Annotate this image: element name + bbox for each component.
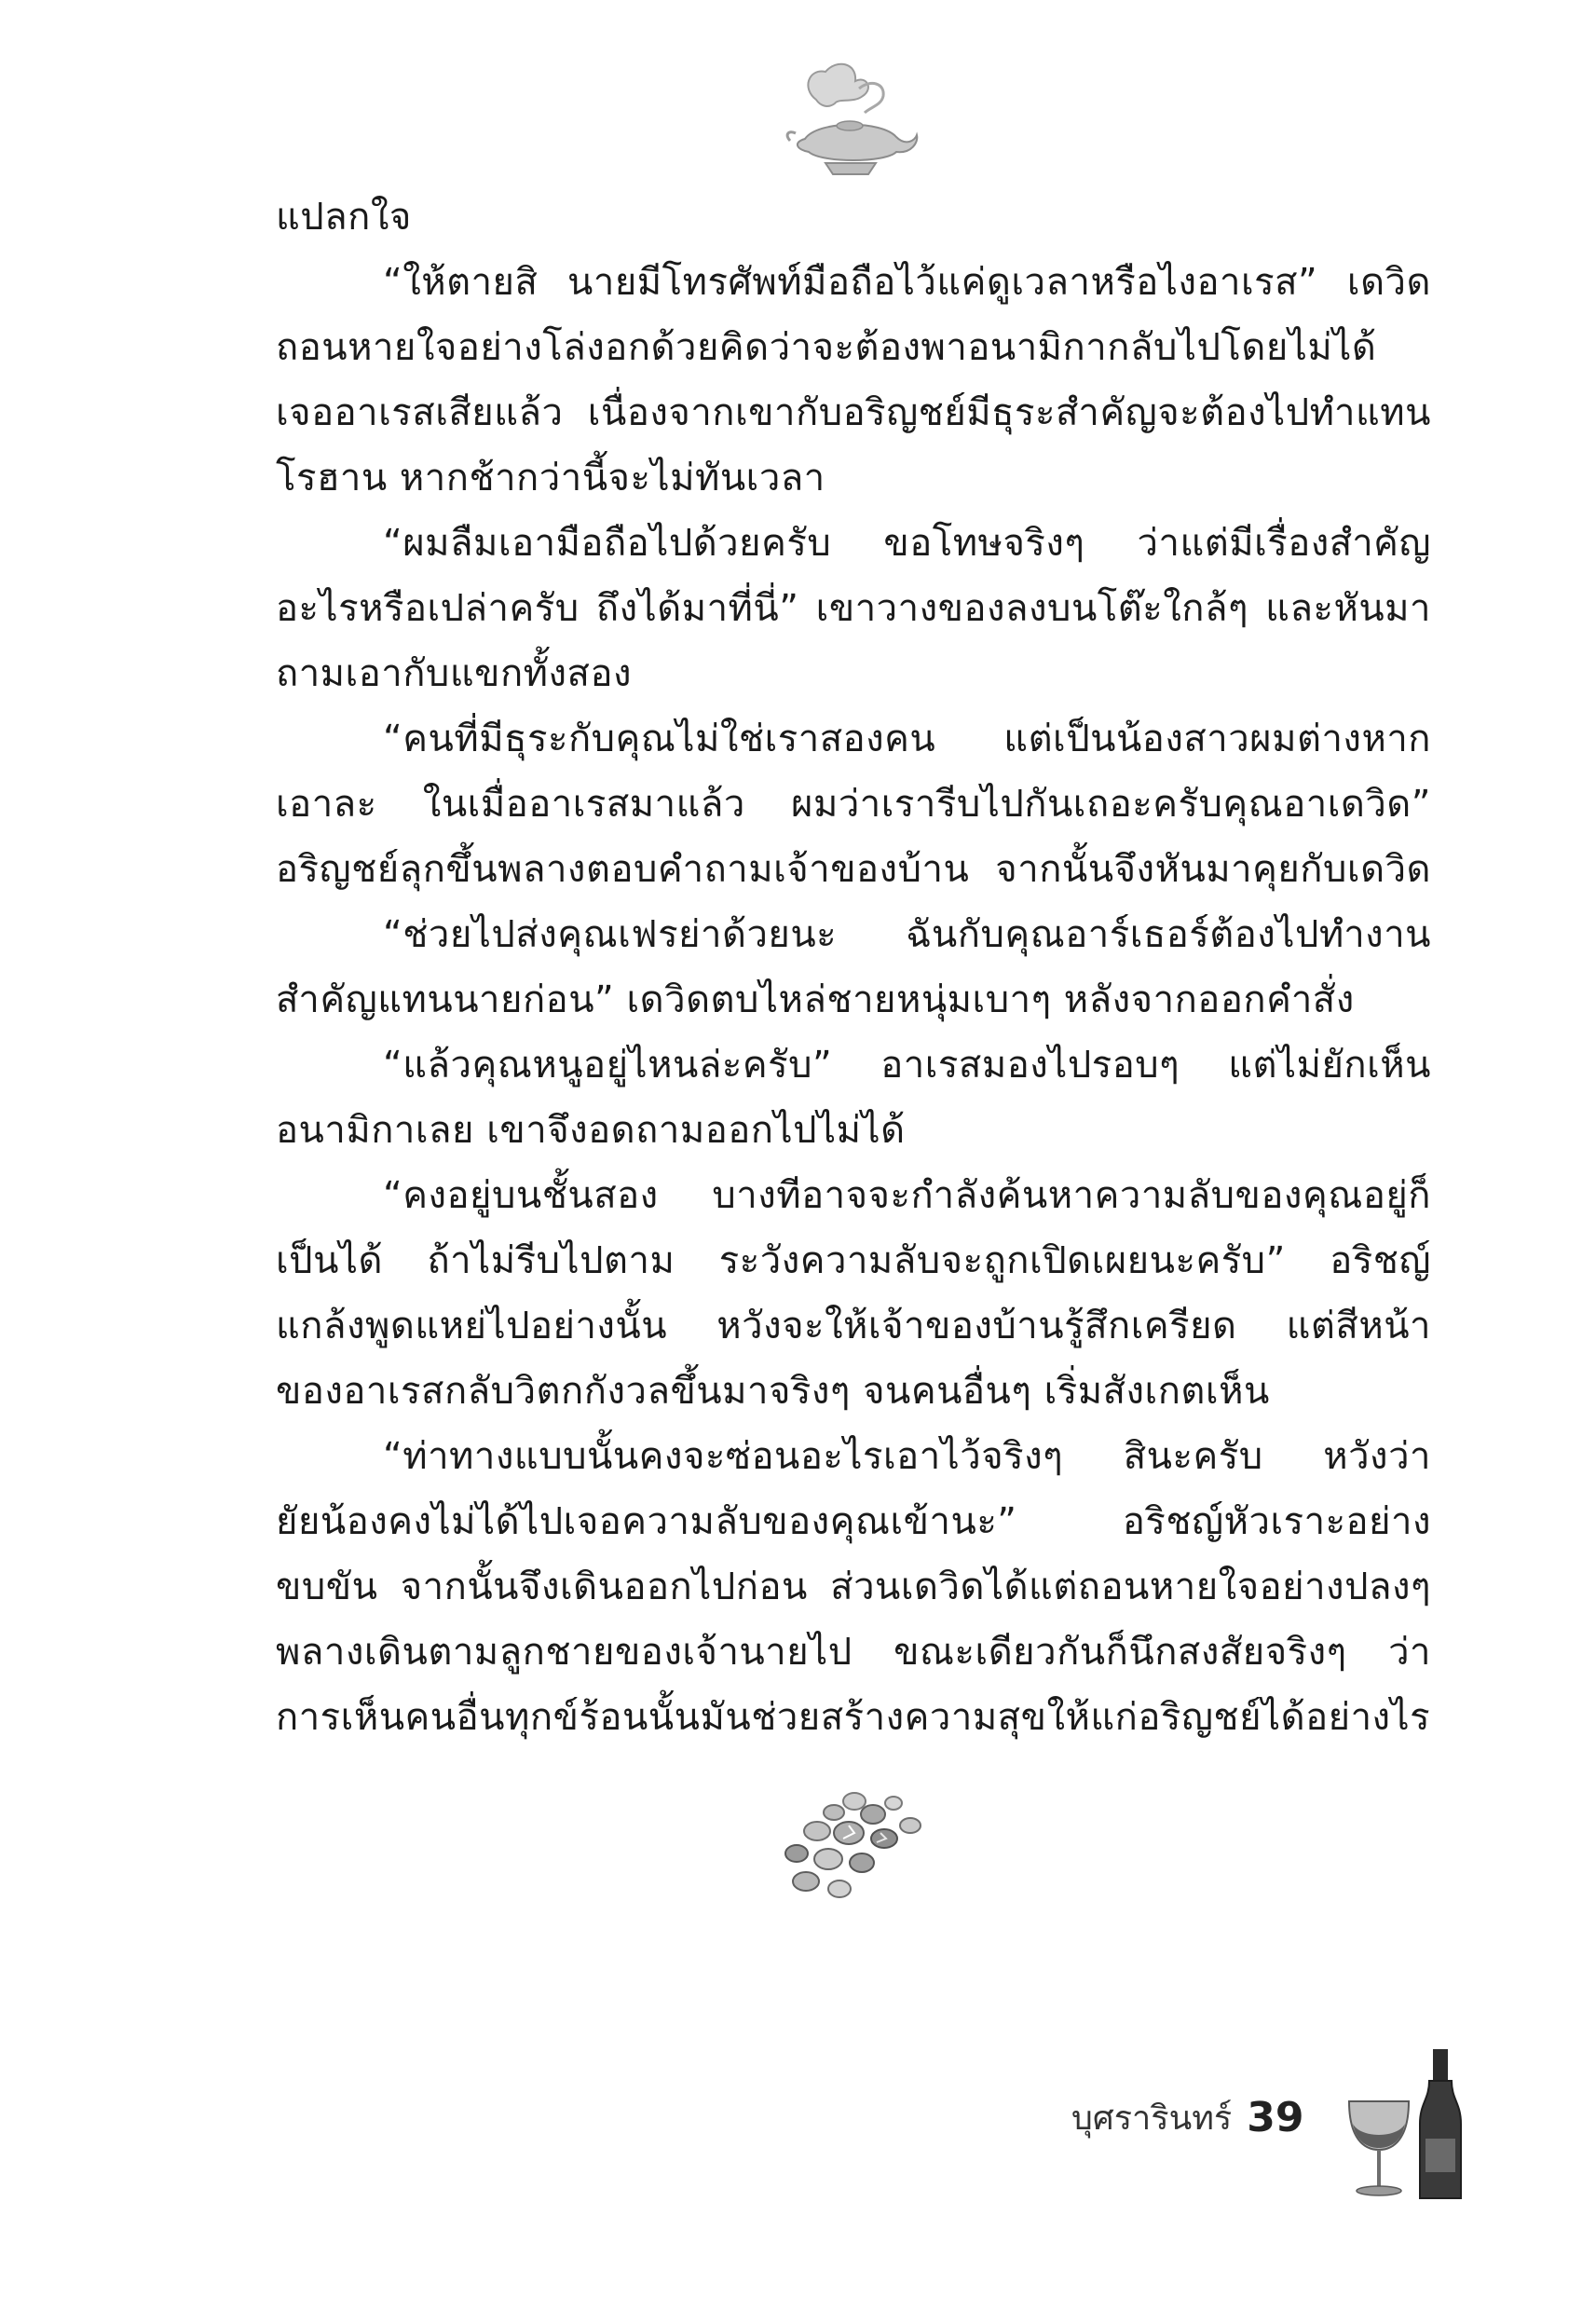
text-line: แกล้งพูดแหย่ไปอย่างนั้น หวังจะให้เจ้าของบ้านรู้สึกเครียด แต่สีหน้า: [276, 1305, 1431, 1347]
author-name: บุศรารินทร์: [1071, 2099, 1233, 2138]
wine-glass-bottle-icon: [1342, 2045, 1481, 2204]
gemstones-icon: [769, 1785, 936, 1906]
genie-lamp-icon: [781, 51, 921, 182]
text-line: “ผมลืมเอามือถือไปด้วยครับ ขอโทษจริงๆ ว่าแต่มีเรื่องสำคัญ: [383, 522, 1431, 565]
text-line: “ช่วยไปส่งคุณเฟรย่าด้วยนะ ฉันกับคุณอาร์เธอร์ต้องไปทำงาน: [383, 913, 1431, 956]
text-line: ของอาเรสกลับวิตกกังวลขึ้นมาจริงๆ จนคนอื่นๆ เริ่มสังเกตเห็น: [276, 1370, 1270, 1413]
page-number: 39: [1247, 2093, 1304, 2141]
text-line: “คนที่มีธุระกับคุณไม่ใช่เราสองคน แต่เป็นน้องสาวผมต่างหาก: [383, 718, 1431, 760]
text-line: โรฮาน หากช้ากว่านี้จะไม่ทันเวลา: [276, 457, 825, 499]
text-line: เจออาเรสเสียแล้ว เนื่องจากเขากับอริญชย์มีธุระสำคัญจะต้องไปทำแทน: [276, 391, 1431, 434]
text-line: ถอนหายใจอย่างโล่งอกด้วยคิดว่าจะต้องพาอนามิกากลับไปโดยไม่ได้: [276, 326, 1377, 369]
text-line: ถามเอากับแขกทั้งสอง: [276, 652, 633, 695]
text-line: พลางเดินตามลูกชายของเจ้านายไป ขณะเดียวกันก็นึกสงสัยจริงๆ ว่า: [276, 1631, 1431, 1674]
text-line: “คงอยู่บนชั้นสอง บางทีอาจจะกำลังค้นหาความลับของคุณอยู่ก็: [383, 1174, 1431, 1217]
text-line: เป็นได้ ถ้าไม่รีบไปตาม ระวังความลับจะถูกเปิดเผยนะครับ” อริชญ์: [276, 1239, 1431, 1282]
text-line: ขบขัน จากนั้นจึงเดินออกไปก่อน ส่วนเดวิดได้แต่ถอนหายใจอย่างปลงๆ: [276, 1566, 1431, 1608]
text-line: “ให้ตายสิ นายมีโทรศัพท์มือถือไว้แค่ดูเวลาหรือไงอาเรส” เดวิด: [383, 261, 1431, 304]
text-line: ยัยน้องคงไม่ได้ไปเจอความลับของคุณเข้านะ” อริชญ์หัวเราะอย่าง: [276, 1500, 1431, 1543]
text-line: “ท่าทางแบบนั้นคงจะซ่อนอะไรเอาไว้จริงๆ สินะครับ หวังว่า: [383, 1435, 1431, 1478]
text-line: อนามิกาเลย เขาจึงอดถามออกไปไม่ได้: [276, 1109, 906, 1152]
text-line: แปลกใจ: [276, 196, 412, 239]
text-line: เอาละ ในเมื่ออาเรสมาแล้ว ผมว่าเรารีบไปกันเถอะครับคุณอาเดวิด”: [276, 783, 1431, 826]
text-line: สำคัญแทนนายก่อน” เดวิดตบไหล่ชายหนุ่มเบาๆ หลังจากออกคำสั่ง: [276, 978, 1355, 1021]
text-line: อริญชย์ลุกขึ้นพลางตอบคำถามเจ้าของบ้าน จากนั้นจึงหันมาคุยกับเดวิด: [276, 848, 1431, 891]
body-text: [276, 191, 1431, 1757]
page-footer: [1071, 2087, 1304, 2147]
text-line: “แล้วคุณหนูอยู่ไหนล่ะครับ” อาเรสมองไปรอบๆ แต่ไม่ยักเห็น: [383, 1044, 1431, 1087]
text-line: อะไรหรือเปล่าครับ ถึงได้มาที่นี่” เขาวางของลงบนโต๊ะใกล้ๆ และหันมา: [276, 587, 1431, 630]
text-line: การเห็นคนอื่นทุกข์ร้อนนั้นมันช่วยสร้างความสุขให้แก่อริญชย์ได้อย่างไร: [276, 1696, 1431, 1739]
